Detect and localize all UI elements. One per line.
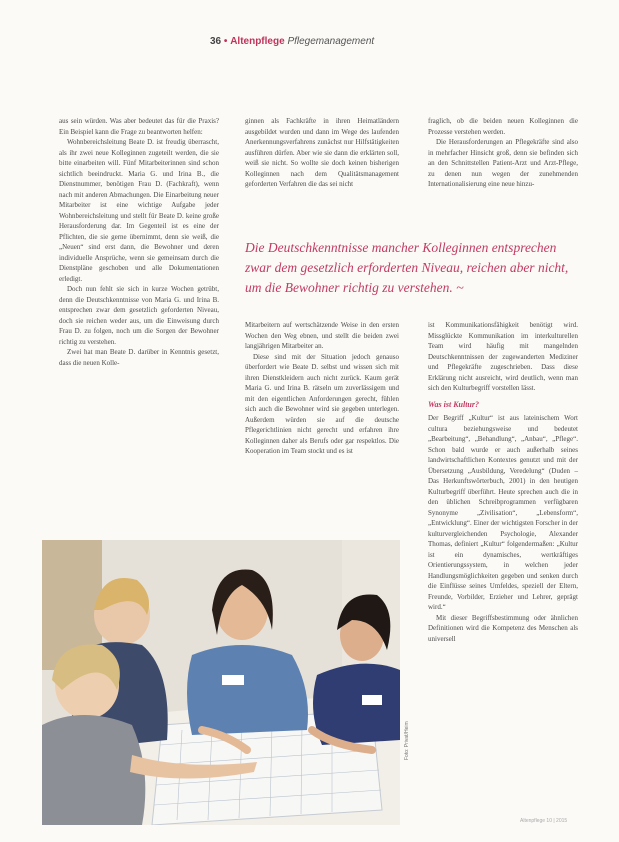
article-column-1 [59, 116, 219, 368]
page-footer: Altenpflege 10 | 2015 [520, 818, 568, 824]
section-topic: Pflegemanagement [287, 36, 375, 47]
paragraph: Doch nun fehlt sie sich in kurze Wochen getrübt, denn die Deutschkenntnisse von Maria G. und Irina B. entsprechen zwar dem gesetzlich geforderten Niveau, doch sie reichen weder aus, um die Einweisung durch Frau D. zu folgen, noch um die Sorgen der Bewohner richtig zu verstehen. [59, 285, 219, 346]
paragraph: ginnen als Fachkräfte in ihren Heimatländern ausgebildet wurden und dann im Wege des laufenden Anerkennungsverfahrens zunächst nur Hilfstätigkeiten ausführen dürfen. Aber wie sie dann die erklärten soll, weiß sie nicht. So wollte sie doch keinen bisherigen Kolleginnen nach dem Qualitätsmanagement geforderten Verfahren die das sei nicht [245, 117, 399, 188]
paragraph: Diese sind mit der Situation jedoch genauso überfordert wie Beate D. selbst und wissen sich mit ihren Dienstkleidern auch nicht zurück. Kaum gerät Maria G. und Irina B. rätseln um zuverlässigem und mit den eigentlichen Anforderungen gerecht, fühlen sich auch die Bewohner wird sie gegeben unterlegen. Außerdem würden sie auf die deutsche Pflegerichtlinien nicht gerecht und erfahren ihre Kolleginnen daher als Berufs oder gar respektlos. Die Kooperation im Team stockt und es ist [245, 352, 399, 455]
article-column-2-top [245, 116, 399, 190]
header-separator: • [223, 36, 228, 47]
article-column-2-bottom [245, 320, 399, 457]
pull-quote-ornament: ~ [456, 281, 464, 296]
page-number: 36 [210, 36, 222, 47]
paragraph: ist Kommunikationsfähigkeit benötigt wird. Missglückte Kommunikation im interkulturellen Team wird häufig mit mangelnden Deutschkenntnissen der zugewanderten Mediziner und Pflegekräfte zugeschrieben. Dass diese Erklärung nicht ausreicht, wird deutlich, wenn man sich den Kulturbegriff vorstellen lässt. [428, 321, 578, 392]
paragraph: Die Herausforderungen an Pflegekräfte sind also in mehrfacher Hinsicht groß, denn sie befinden sich an den Schnittstellen Patient-Arzt und Arzt-Pflege, zu denen nun wegen der zunehmenden Internationalisierung eine neue hinzu- [428, 138, 578, 188]
paragraph: Der Begriff „Kultur“ ist aus lateinischem Wort cultura beziehungsweise und bedeutet „Bearbeitung“, „Behandlung“, „Anbau“, „Pflege“. Schon bald wurde er auch außerhalb seines landwirtschaftlichen Kontextes genutzt und mit der Übersetzung „Ausbildung, Veredelung“ (Duden – Das Herkunftswörterbuch, 2001) in den heutigen Kulturbegriff überführt. Heute sprechen auch die in den üblichen Schreibprogrammen verfügbaren Synonyme „Zivilisation“, „Lebensform“, „Entwicklung“. Einer der wichtigsten Forscher in der kulturvergleichenden Psychologie, Alexander Thomas, definiert „Kultur“ folgendermaßen: „Kultur ist ein dynamisches, wertkräftiges Orientierungssystem, in welchen jeder Handlungsmöglichkeiten gegeben und senken durch die Einflüsse seines Umfeldes, speziell der Eltern, Freunde, Vorbilder, Erzieher und Lehrer, geprägt wird.“ [428, 414, 578, 611]
photo-credit: Foto: Privat/Heim [404, 721, 410, 760]
running-header [210, 36, 374, 47]
section-name: Altenpflege [230, 36, 285, 47]
photo-illustration [42, 540, 400, 825]
paragraph: Mitarbeitern auf wertschätzende Weise in den ersten Wochen den Weg ebnen, und stellt die beiden zwei langjährigen Mitarbeiter an. [245, 321, 399, 350]
pull-quote [245, 238, 580, 299]
paragraph: Wohnbereichsleitung Beate D. ist freudig überrascht, als ihr zwei neue Kolleginnen zugeteilt werden, die sie bitte einarbeiten will. Fünf Mitarbeiterinnen sind schon sichtlich beeindruckt. Maria G. und Irina B., die Dienstnummer, benötigen Frau D. (Fachkraft), wenn nach mit anderen Abmachungen. Die Einarbeitung neuer Mitarbeiter ist eine wichtige Aufgabe jeder Wohnbereichsleitung und stellt für Beate D. keine große Herausforderung dar. Im Gegenteil ist es eine der Pflichten, die sie gerne übernimmt, denn sie weiß, die „Neuen“ sind erst dann, die Bewohner und deren individuelle Ansprüche, wenn sie gemeinsam durch die Dienstpläne geschoben und alle Dokumentationen erledigt. [59, 138, 219, 283]
pull-quote-text: Die Deutschkenntnisse mancher Kolleginnen entsprechen zwar dem gesetzlich erforderten Niveau, reichen aber nicht, um die Bewohner richtig zu verstehen. [245, 240, 569, 295]
paragraph: aus sein würden. Was aber bedeutet das für die Praxis? Ein Beispiel kann die Frage zu beantworten helfen: [59, 117, 219, 136]
article-column-3-top [428, 116, 578, 190]
subheading: Was ist Kultur? [428, 399, 479, 409]
paragraph: Zwei hat man Beate D. darüber in Kenntnis gesetzt, dass die neuen Kolle- [59, 348, 219, 367]
article-column-3-bottom [428, 320, 578, 644]
paragraph: fraglich, ob die beiden neuen Kolleginnen die Prozesse verstehen werden. [428, 117, 578, 136]
article-photo [42, 540, 400, 825]
paragraph: Mit dieser Begriffsbestimmung oder ähnlichen Definitionen wird die Kompetenz des Menschen als universell [428, 613, 578, 643]
